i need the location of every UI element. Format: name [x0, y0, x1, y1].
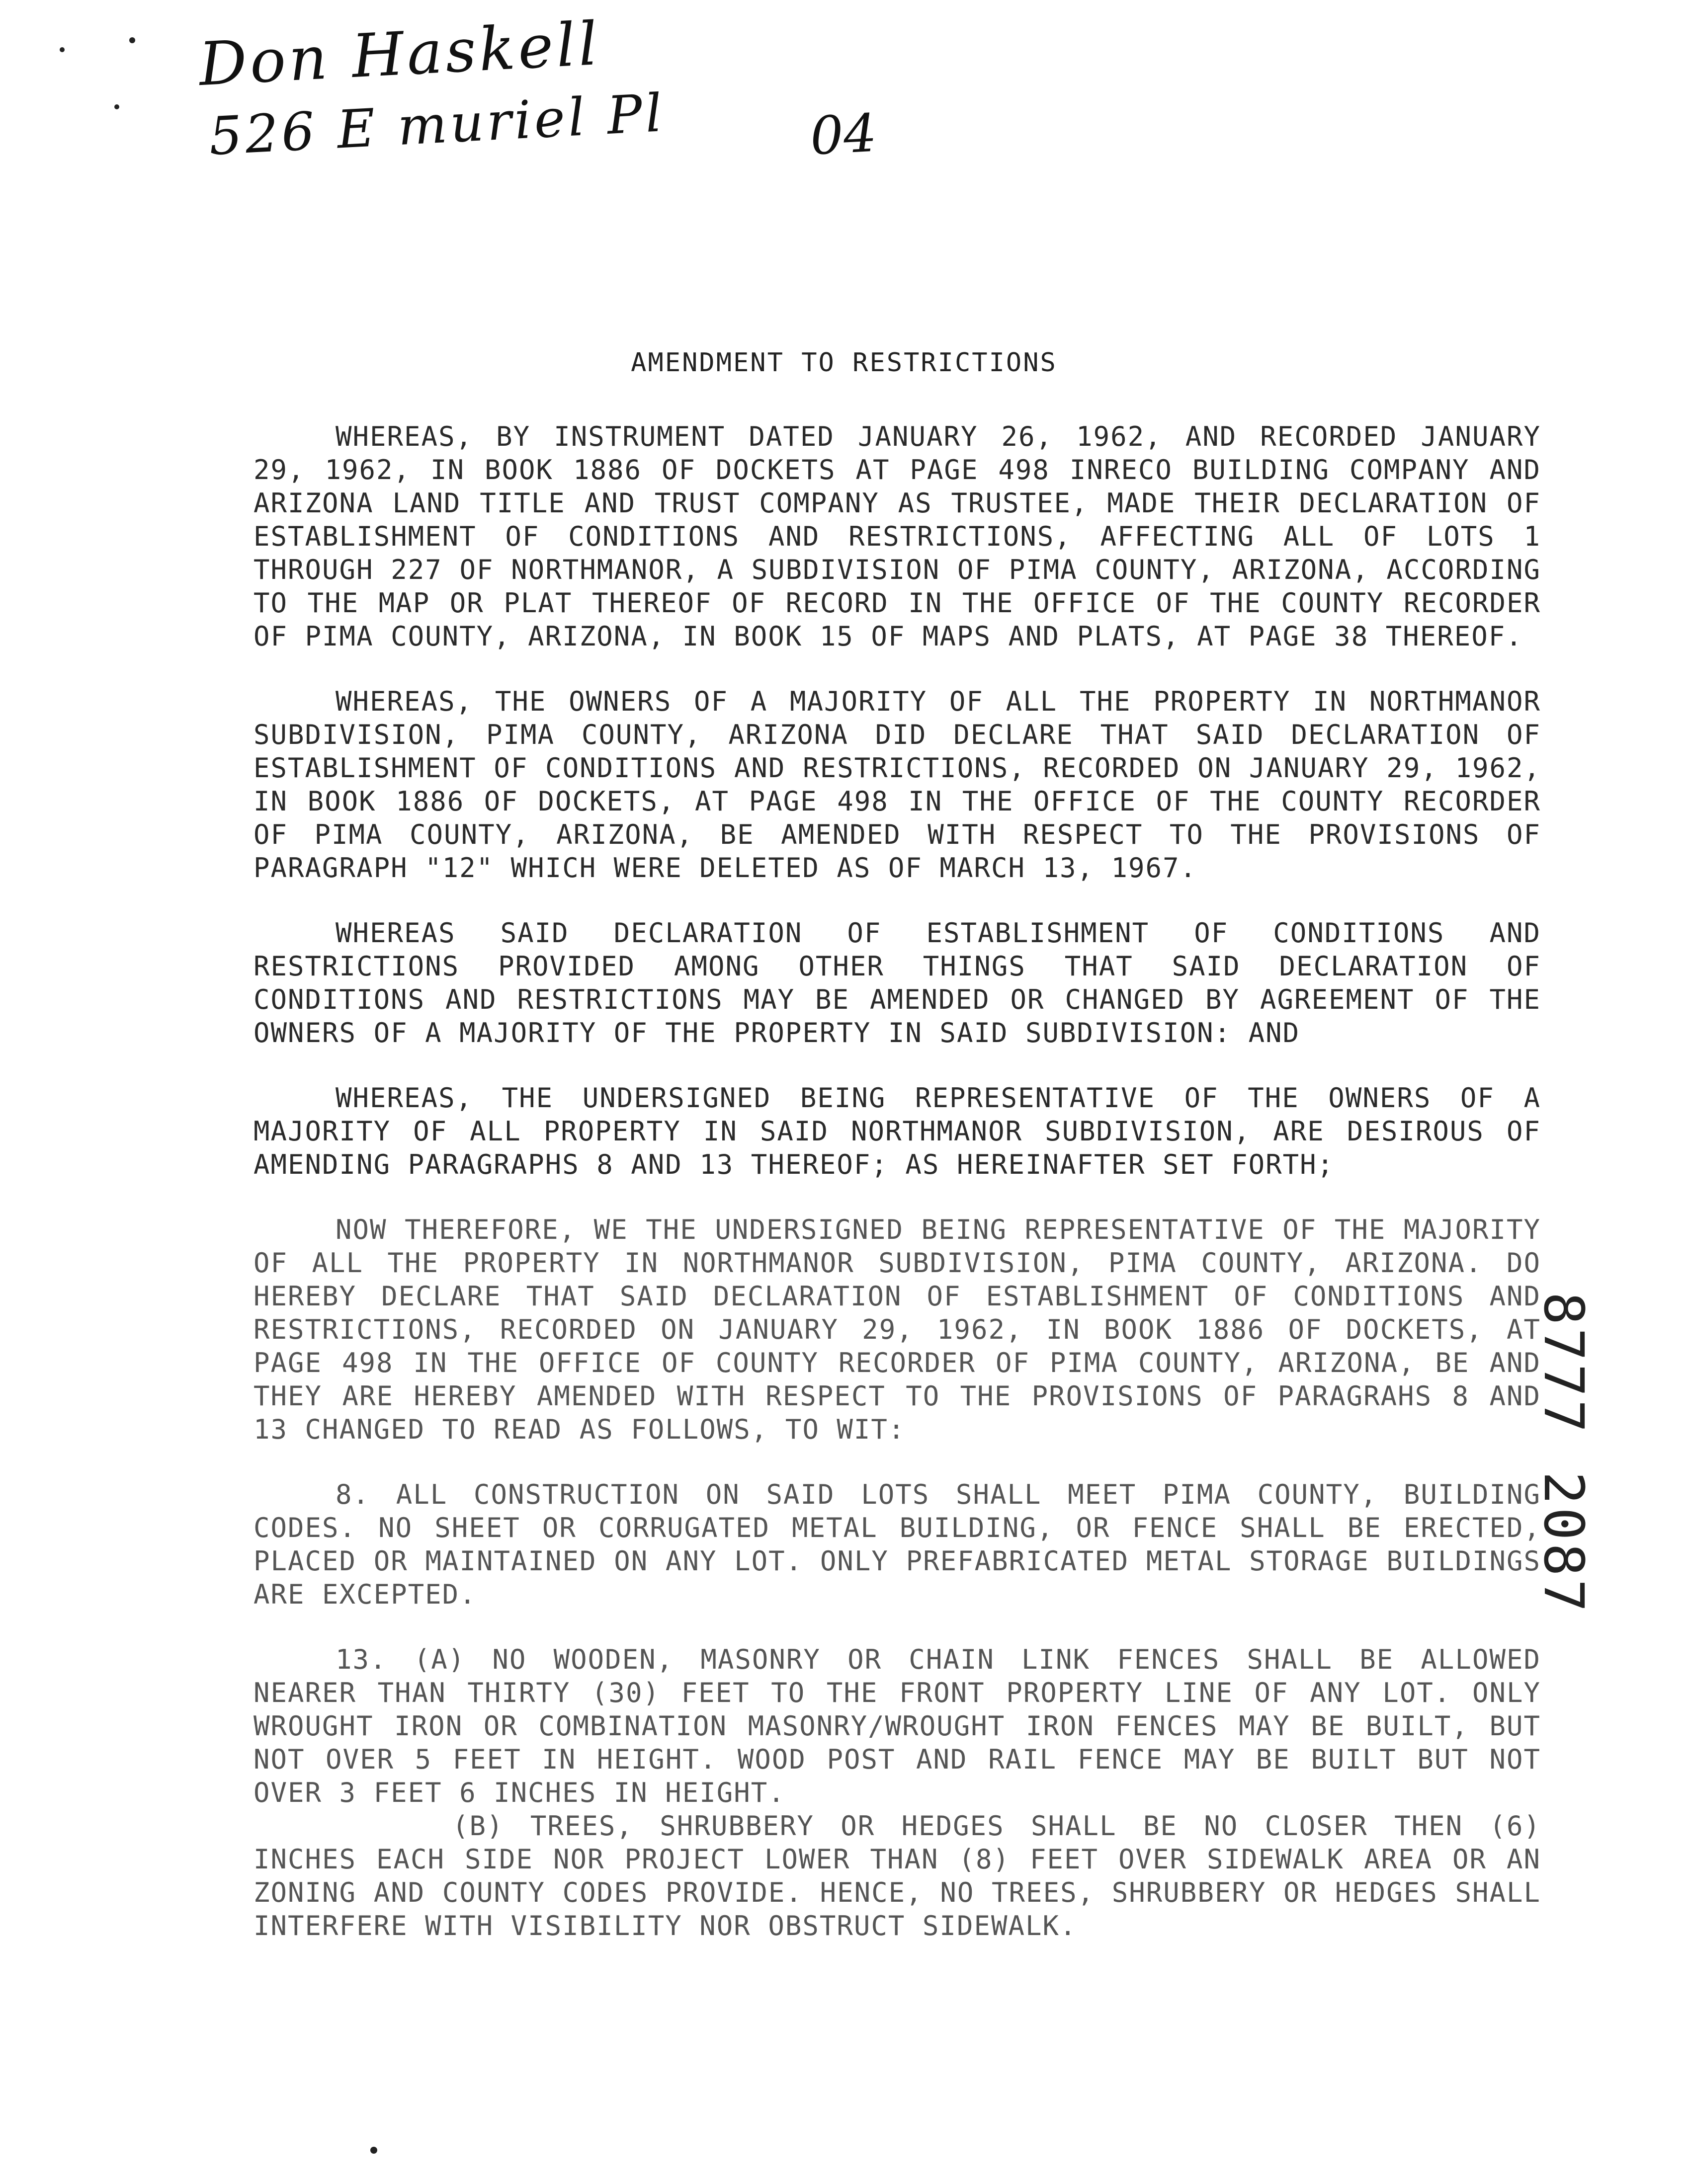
scan-speck: [129, 37, 135, 43]
scan-speck: [60, 47, 65, 52]
paragraph-8: 8. ALL CONSTRUCTION ON SAID LOTS SHALL MEET PIMA COUNTY, BUILDING CODES. NO SHEET OR CORRUGATED METAL BUILDING, OR FENCE SHALL BE ERECTED, PLACED OR MAINTAINED ON ANY LOT. ONLY PREFABRICATED METAL STORAGE BUILDINGS ARE EXCEPTED.: [253, 1479, 1541, 1610]
scan-speck: [114, 104, 119, 109]
document-body: [253, 420, 1541, 1974]
whereas-instrument-paragraph: WHEREAS, BY INSTRUMENT DATED JANUARY 26, 1962, AND RECORDED JANUARY 29, 1962, IN BOOK 1886 OF DOCKETS AT PAGE 498 INRECO BUILDING COMPANY AND ARIZONA LAND TITLE AND TRUST COMPANY AS TRUSTEE, MADE THEIR DECLARATION OF ESTABLISHMENT OF CONDITIONS AND RESTRICTIONS, AFFECTING ALL OF LOTS 1 THROUGH 227 OF NORTHMANOR, A SUBDIVISION OF PIMA COUNTY, ARIZONA, ACCORDING TO THE MAP OR PLAT THEREOF OF RECORD IN THE OFFICE OF THE COUNTY RECORDER OF PIMA COUNTY, ARIZONA, IN BOOK 15 OF MAPS AND PLATS, AT PAGE 38 THEREOF.: [253, 421, 1541, 652]
document-title: AMENDMENT TO RESTRICTIONS: [631, 348, 1057, 378]
paragraph-13a: 13. (A) NO WOODEN, MASONRY OR CHAIN LINK FENCES SHALL BE ALLOWED NEARER THAN THIRTY (30) FEET TO THE FRONT PROPERTY LINE OF ANY LOT. ONLY WROUGHT IRON OR COMBINATION MASONRY/WROUGHT IRON FENCES MAY BE BUILT, BUT NOT OVER 5 FEET IN HEIGHT. WOOD POST AND RAIL FENCE MAY BE BUILT BUT NOT OVER 3 FEET 6 INCHES IN HEIGHT.: [253, 1644, 1541, 1808]
handwritten-name: Don Haskell: [197, 9, 602, 100]
paragraph-13b: (B) TREES, SHRUBBERY OR HEDGES SHALL BE NO CLOSER THEN (6) INCHES EACH SIDE NOR PROJECT LOWER THAN (8) FEET OVER SIDEWALK AREA OR AN ZONING AND COUNTY CODES PROVIDE. HENCE, NO TREES, SHRUBBERY OR HEDGES SHALL INTERFERE WITH VISIBILITY NOR OBSTRUCT SIDEWALK.: [253, 1810, 1541, 1941]
now-therefore-paragraph: NOW THEREFORE, WE THE UNDERSIGNED BEING REPRESENTATIVE OF THE MAJORITY OF ALL THE PROPERTY IN NORTHMANOR SUBDIVISION, PIMA COUNTY, ARIZONA. DO HEREBY DECLARE THAT SAID DECLARATION OF ESTABLISHMENT OF CONDITIONS AND RESTRICTIONS, RECORDED ON JANUARY 29, 1962, IN BOOK 1886 OF DOCKETS, AT PAGE 498 IN THE OFFICE OF COUNTY RECORDER OF PIMA COUNTY, ARIZONA, BE AND THEY ARE HEREBY AMENDED WITH RESPECT TO THE PROVISIONS OF PARAGRAHS 8 AND 13 CHANGED TO READ AS FOLLOWS, TO WIT:: [253, 1214, 1541, 1445]
whereas-declaration-paragraph: WHEREAS SAID DECLARATION OF ESTABLISHMENT OF CONDITIONS AND RESTRICTIONS PROVIDED AMONG OTHER THINGS THAT SAID DECLARATION OF CONDITIONS AND RESTRICTIONS MAY BE AMENDED OR CHANGED BY AGREEMENT OF THE OWNERS OF A MAJORITY OF THE PROPERTY IN SAID SUBDIVISION: AND: [253, 917, 1541, 1049]
handwritten-address: 526 E muriel Pl: [207, 82, 667, 167]
handwritten-number: 04: [808, 102, 878, 167]
scan-speck: [370, 2147, 377, 2154]
whereas-owners-paragraph: WHEREAS, THE OWNERS OF A MAJORITY OF ALL THE PROPERTY IN NORTHMANOR SUBDIVISION, PIMA COUNTY, ARIZONA DID DECLARE THAT SAID DECLARATION OF ESTABLISHMENT OF CONDITIONS AND RESTRICTIONS, RECORDED ON JANUARY 29, 1962, IN BOOK 1886 OF DOCKETS, AT PAGE 498 IN THE OFFICE OF THE COUNTY RECORDER OF PIMA COUNTY, ARIZONA, BE AMENDED WITH RESPECT TO THE PROVISIONS OF PARAGRAPH "12" WHICH WERE DELETED AS OF MARCH 13, 1967.: [253, 686, 1541, 884]
recording-number: 8777 2087: [1532, 1292, 1596, 1616]
whereas-undersigned-paragraph: WHEREAS, THE UNDERSIGNED BEING REPRESENTATIVE OF THE OWNERS OF A MAJORITY OF ALL PROPERTY IN SAID NORTHMANOR SUBDIVISION, ARE DESIROUS OF AMENDING PARAGRAPHS 8 AND 13 THEREOF; AS HEREINAFTER SET FORTH;: [253, 1082, 1541, 1180]
